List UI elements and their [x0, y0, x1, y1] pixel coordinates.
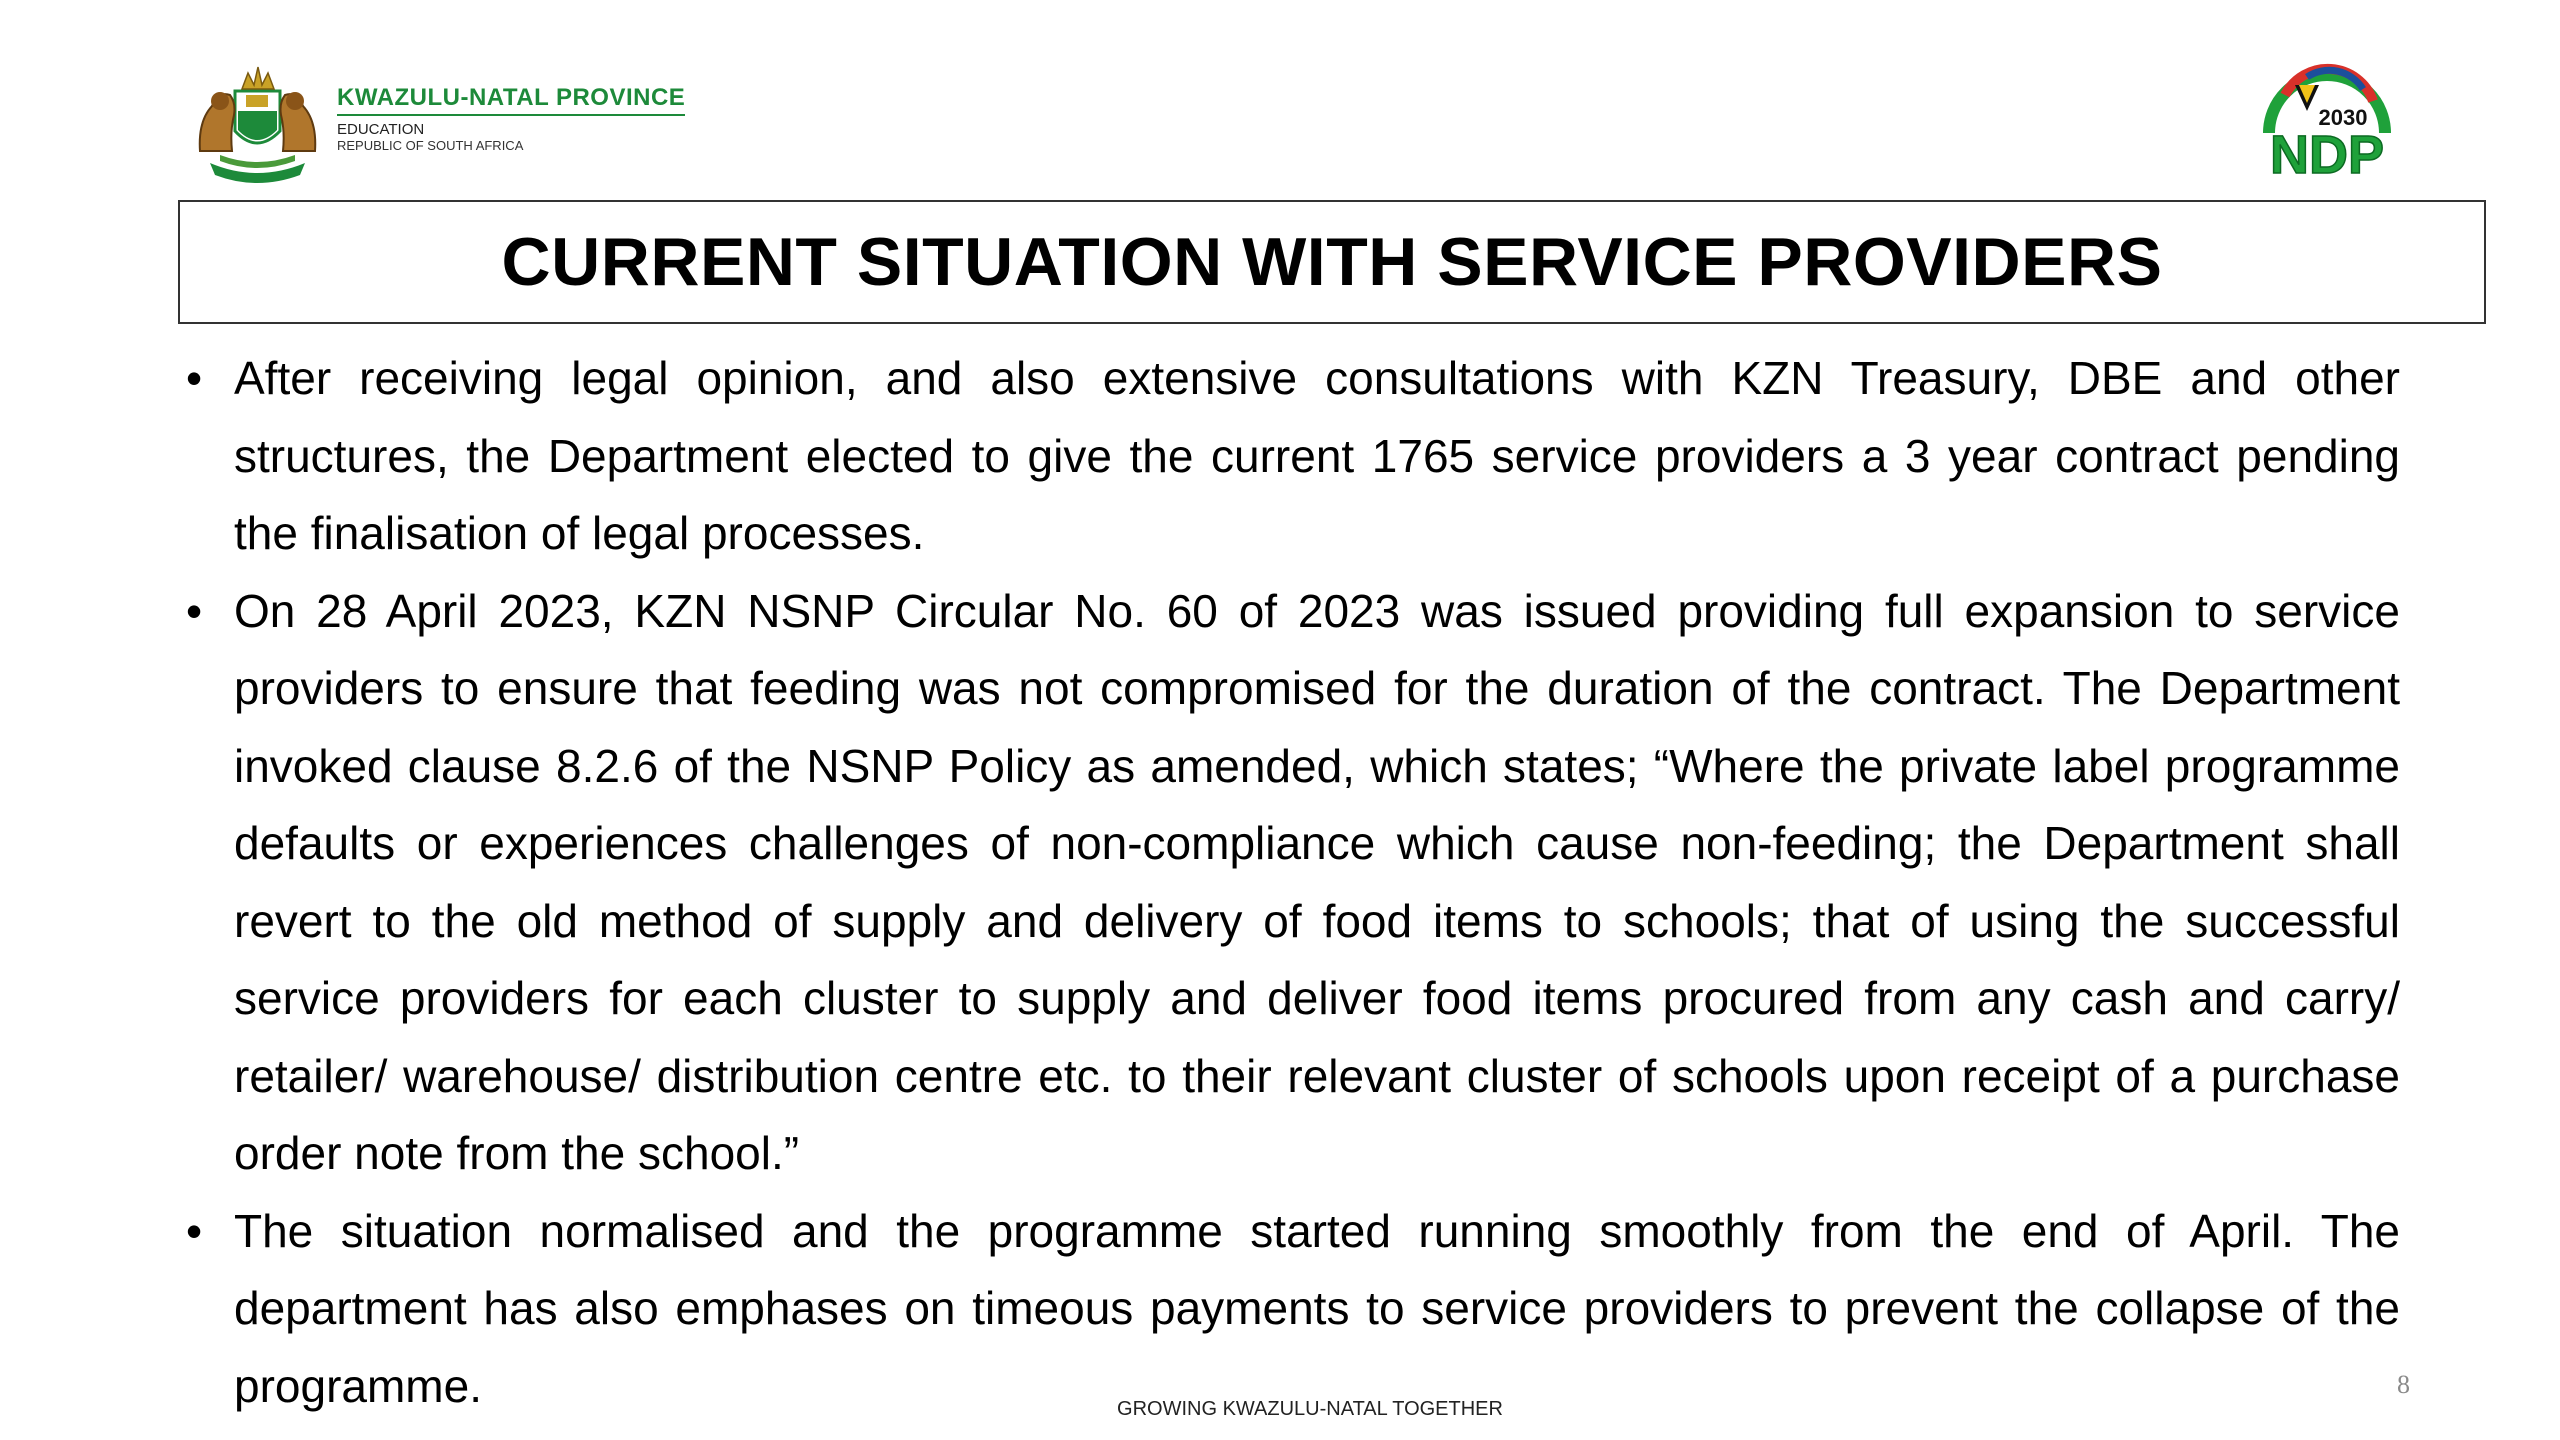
page-number: 8: [2397, 1370, 2410, 1399]
bullet-dot-icon: •: [186, 584, 203, 637]
department-name: EDUCATION: [337, 120, 425, 138]
slide-title: CURRENT SITUATION WITH SERVICE PROVIDERS: [501, 224, 2163, 300]
ndp-label: NDP: [2269, 125, 2385, 185]
bullet-list: [178, 340, 2400, 1425]
slide-content: [178, 340, 2400, 1425]
bullet-dot-icon: •: [186, 352, 203, 404]
bullet-item: [178, 340, 2400, 573]
coat-of-arms-icon: [190, 51, 325, 186]
ndp-2030-logo-icon: [2255, 55, 2400, 185]
bullet-text: After receiving legal opinion, and also extensive consultations with KZN Treasury, DBE and other structures, the Department elected to give the current 1765 service providers a 3 year contract pending the finalisation of legal processes.: [234, 352, 2400, 559]
footer-slogan: GROWING KWAZULU-NATAL TOGETHER: [1117, 1398, 1503, 1420]
bullet-item: [178, 573, 2400, 1193]
bullet-dot-icon: •: [186, 1204, 203, 1257]
country-name: REPUBLIC OF SOUTH AFRICA: [337, 137, 524, 153]
bullet-text: The situation normalised and the programme started running smoothly from the end of April. The department has also emphases on timeous payments to service providers to prevent the collapse of the programme.: [234, 1204, 2400, 1412]
kzn-education-logo: [190, 48, 710, 188]
kzn-logo-text: [337, 84, 685, 153]
title-box: [178, 200, 2486, 324]
bullet-text: On 28 April 2023, KZN NSNP Circular No. 60 of 2023 was issued providing full expansion to service providers to ensure that feeding was not compromised for the duration of the contract. The Department invoked clause 8.2.6 of the NSNP Policy as amended, which states; “Where the private label programme defaults or experiences challenges of non-compliance which cause non-feeding; the Department shall revert to the old method of supply and delivery of food items to schools; that of using the successful service providers for each cluster to supply and deliver food items procured from any cash and carry/ retailer/ warehouse/ distribution centre etc. to their relevant cluster of schools upon receipt of a purchase order note from the school.”: [234, 584, 2400, 1179]
ndp-year: 2030: [2318, 105, 2368, 130]
bullet-item: [178, 1193, 2400, 1426]
province-name: KWAZULU-NATAL PROVINCE: [337, 84, 685, 116]
